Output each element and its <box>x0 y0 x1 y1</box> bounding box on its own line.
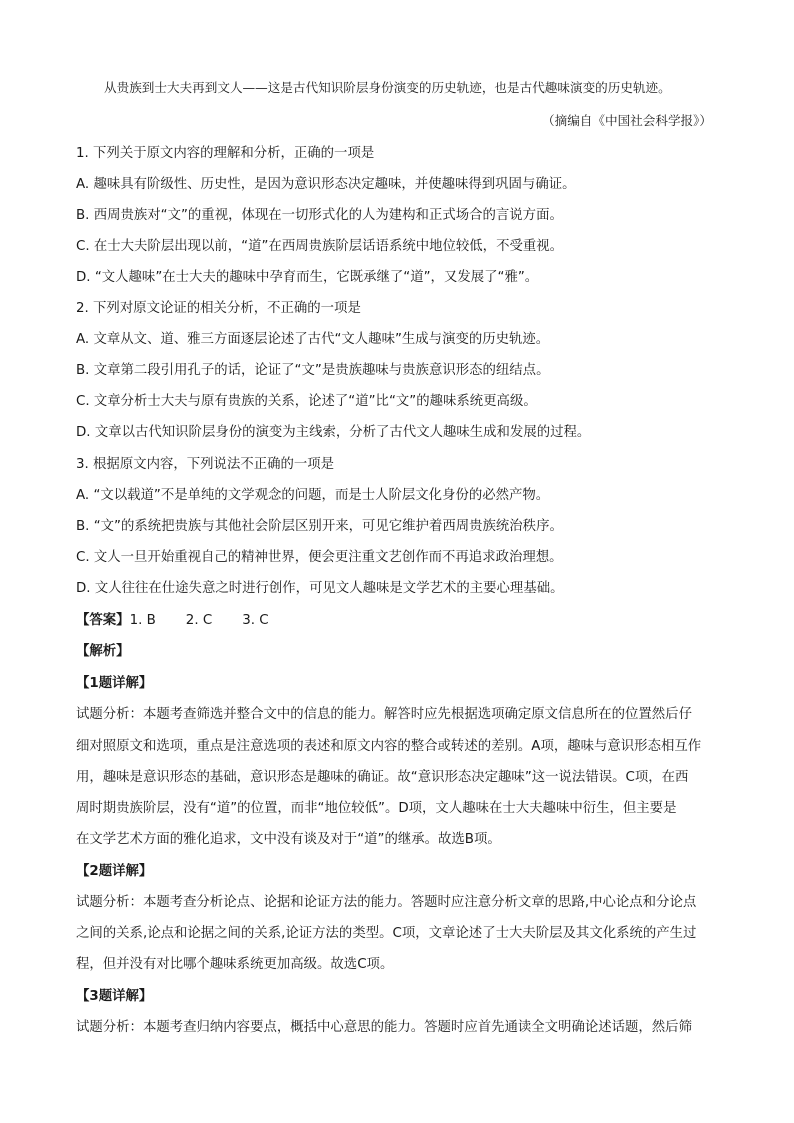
question-2-option-d: D. 文章以古代知识阶层身份的演变为主线索，分析了古代文人趣味生成和发展的过程。 <box>76 425 591 440</box>
question-3-option-b: B. “文”的系统把贵族与其他社会阶层区别开来，可见它维护着西周贵族统治秩序。 <box>76 519 563 534</box>
detail-3-tag: 【3题详解】 <box>76 989 153 1004</box>
question-3-option-a: A. “文以载道”不是单纯的文学观念的问题，而是士人阶层文化身份的必然产物。 <box>76 488 550 503</box>
detail-2-line: 之间的关系,论点和论据之间的关系,论证方法的类型。C项，文章论述了士大夫阶层及其文化系统的产生过 <box>76 926 697 941</box>
question-2-option-c: C. 文章分析士大夫与原有贵族的关系，论述了“道”比“文”的趣味系统更高级。 <box>76 394 537 409</box>
answer-tag: 【答案】 <box>76 613 130 628</box>
question-2-option-a: A. 文章从文、道、雅三方面逐层论述了古代“文人趣味”生成与演变的历史轨迹。 <box>76 332 550 347</box>
question-3-option-d: D. 文人往往在仕途失意之时进行创作，可见文人趣味是文学艺术的主要心理基础。 <box>76 581 564 596</box>
answer-line <box>76 611 269 631</box>
question-1-option-d: D. “文人趣味”在士大夫的趣味中孕育而生，它既承继了“道”，又发展了“雅”。 <box>76 270 539 285</box>
question-2-stem: 2. 下列对原文论证的相关分析，不正确的一项是 <box>76 301 361 316</box>
analysis-tag: 【解析】 <box>76 644 130 659</box>
answer-2: 2. C <box>185 613 213 628</box>
question-1-option-b: B. 西周贵族对“文”的重视，体现在一切形式化的人为建构和正式场合的言说方面。 <box>76 208 563 223</box>
detail-1-line: 在文学艺术方面的雅化追求，文中没有谈及对于“道”的继承。故选B项。 <box>76 832 501 847</box>
answer-1: 1. B <box>129 613 156 628</box>
detail-1-line: 试题分析：本题考查筛选并整合文中的信息的能力。解答时应先根据选项确定原文信息所在的位置然后仔 <box>76 707 692 722</box>
detail-1-line: 细对照原文和选项，重点是注意选项的表述和原文内容的整合或转述的差别。A项，趣味与意识形态相互作 <box>76 739 702 754</box>
question-1-option-c: C. 在士大夫阶层出现以前，“道”在西周贵族阶层话语系统中地位较低，不受重视。 <box>76 239 564 254</box>
detail-1-tag: 【1题详解】 <box>76 676 153 691</box>
question-1-option-a: A. 趣味具有阶级性、历史性，是因为意识形态决定趣味，并使趣味得到巩固与确证。 <box>76 177 576 192</box>
question-3-option-c: C. 文人一旦开始重视自己的精神世界，便会更注重文艺创作而不再追求政治理想。 <box>76 550 563 565</box>
detail-1-line: 用，趣味是意识形态的基础，意识形态是趣味的确证。故“意识形态决定趣味”这一说法错误。C项，在西 <box>76 770 689 785</box>
source-citation: （摘编自《中国社会科学报》） <box>542 113 713 128</box>
detail-1-line: 周时期贵族阶层，没有“道”的位置，而非“地位较低”。D项，文人趣味在士大夫趣味中衍生，但主要是 <box>76 801 677 816</box>
question-3-stem: 3. 根据原文内容，下列说法不正确的一项是 <box>76 457 335 472</box>
detail-2-line: 程，但并没有对比哪个趣味系统更加高级。故选C项。 <box>76 957 394 972</box>
intro-closing-sentence: 从贵族到士大夫再到文人——这是古代知识阶层身份演变的历史轨迹，也是古代趣味演变的历史轨迹。 <box>104 80 671 95</box>
question-1-stem: 1. 下列关于原文内容的理解和分析，正确的一项是 <box>76 146 375 161</box>
detail-2-line: 试题分析：本题考查分析论点、论据和论证方法的能力。答题时应注意分析文章的思路,中心论点和分论点 <box>76 895 697 910</box>
detail-2-tag: 【2题详解】 <box>76 864 153 879</box>
detail-3-line: 试题分析：本题考查归纳内容要点，概括中心意思的能力。答题时应首先通读全文明确论述话题，然后筛 <box>76 1020 692 1035</box>
question-2-option-b: B. 文章第二段引用孔子的话，论证了“文”是贵族趣味与贵族意识形态的纽结点。 <box>76 363 550 378</box>
answer-3: 3. C <box>242 613 269 628</box>
